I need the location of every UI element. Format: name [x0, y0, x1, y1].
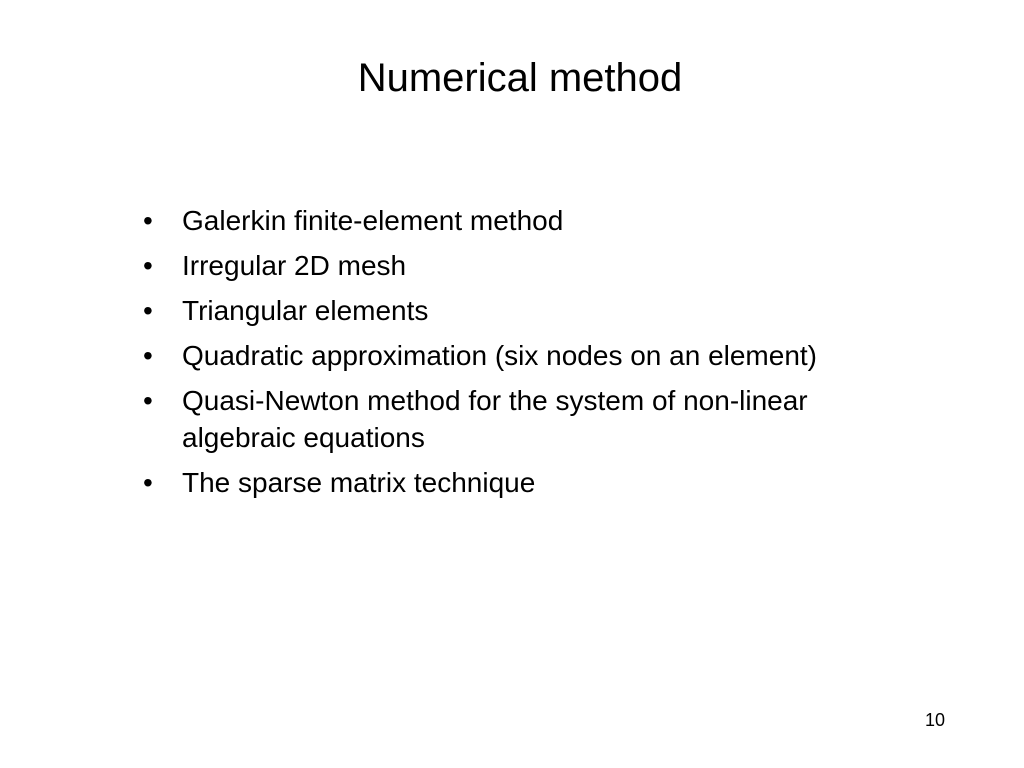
- bullet-item-approximation: [140, 337, 880, 374]
- bullet-item-quasi-newton: [140, 382, 880, 456]
- bullet-item-galerkin: [140, 202, 880, 239]
- bullet-text: The sparse matrix technique: [182, 467, 536, 498]
- bullet-text: Quasi-Newton method for the system of non-linear algebraic equations: [182, 385, 808, 453]
- bullet-item-mesh: [140, 247, 880, 284]
- bullet-text: Triangular elements: [182, 295, 429, 326]
- bullet-text: Quadratic approximation (six nodes on an element): [182, 340, 818, 371]
- page-number: 10: [924, 710, 945, 730]
- bullet-dot-icon: •: [143, 250, 153, 281]
- bullet-item-elements: [140, 292, 880, 329]
- bullet-text: Irregular 2D mesh: [182, 250, 407, 281]
- bullet-dot-icon: •: [143, 205, 153, 236]
- bullet-text: Galerkin finite-element method: [182, 205, 564, 236]
- bullet-dot-icon: •: [143, 385, 153, 416]
- bullet-dot-icon: •: [143, 340, 153, 371]
- bullet-list: [140, 202, 880, 509]
- slide-title: Numerical method: [357, 56, 683, 100]
- bullet-item-sparse-matrix: [140, 464, 880, 501]
- bullet-dot-icon: •: [143, 467, 153, 498]
- bullet-dot-icon: •: [143, 295, 153, 326]
